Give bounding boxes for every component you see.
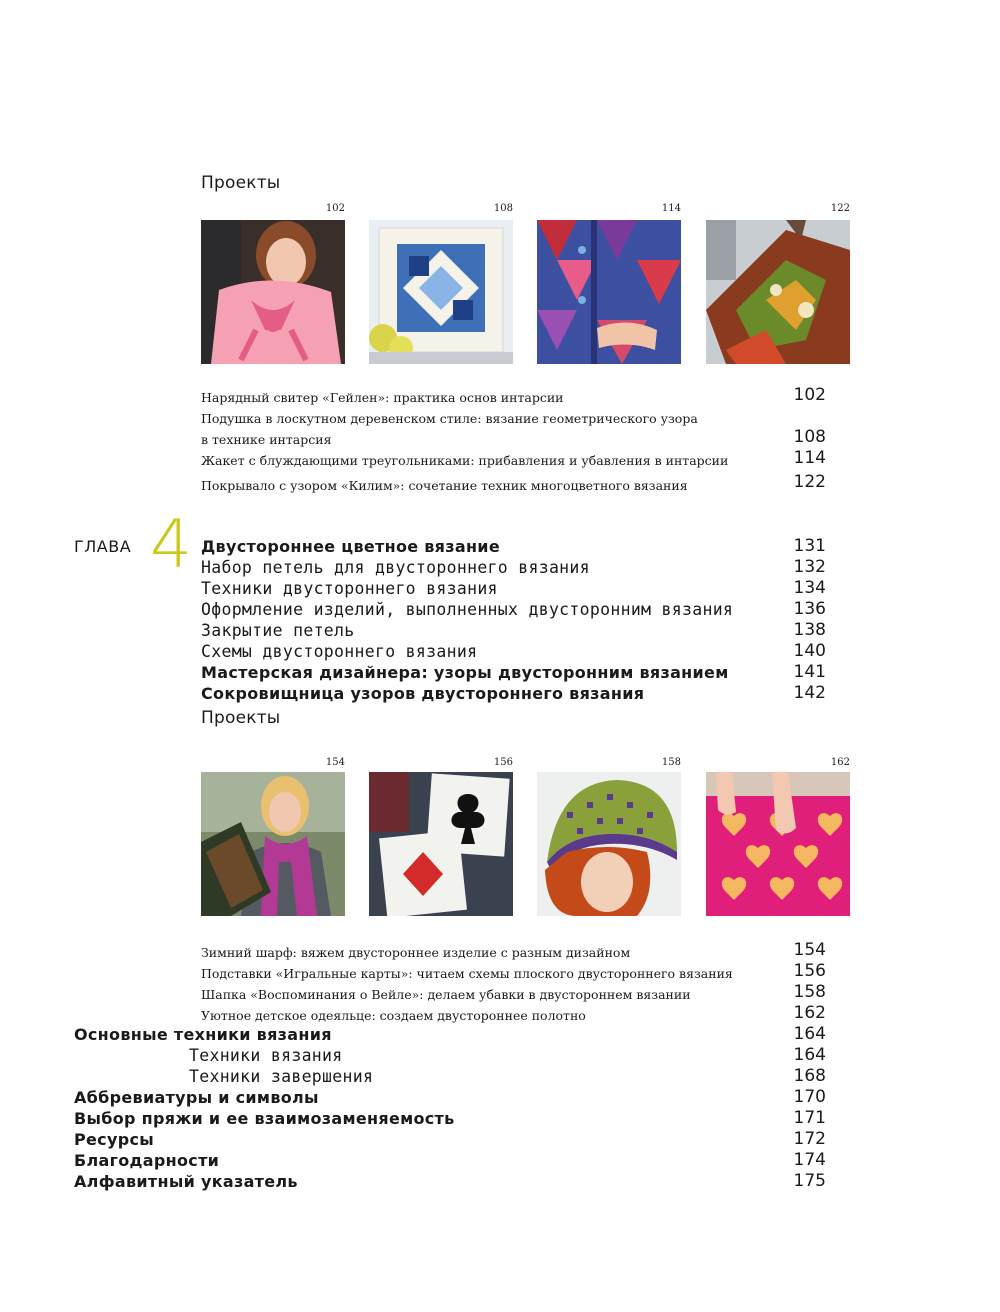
toc-entry[interactable]: Набор петель для двустороннего вязания — [201, 558, 590, 577]
toc-page: 170 — [793, 1087, 826, 1107]
toc-entry[interactable]: Сокровищница узоров двустороннего вязания — [201, 684, 645, 703]
toc-page: 132 — [793, 557, 826, 577]
project-item[interactable]: Подставки «Игральные карты»: читаем схемы плоского двустороннего вязания — [201, 966, 733, 981]
project-page: 154 — [793, 940, 826, 960]
toc-entry[interactable]: Выбор пряжи и ее взаимозаменяемость — [74, 1109, 455, 1128]
toc-entry[interactable]: Схемы двустороннего вязания — [201, 642, 478, 661]
toc-entry[interactable]: Оформление изделий, выполненных двусторонним вязания — [201, 600, 734, 619]
jacket-photo[interactable] — [537, 220, 681, 364]
toc-page: 138 — [793, 620, 826, 640]
coasters-photo[interactable] — [369, 772, 513, 916]
toc-page: 141 — [793, 662, 826, 682]
hat-photo[interactable] — [537, 772, 681, 916]
kilim-blanket-photo[interactable] — [706, 220, 850, 364]
toc-page: 171 — [793, 1108, 826, 1128]
toc-page: 136 — [793, 599, 826, 619]
toc-page: 172 — [793, 1129, 826, 1149]
project-item[interactable]: Шапка «Воспоминания о Вейле»: делаем убавки в двустороннем вязании — [201, 987, 691, 1002]
toc-entry[interactable]: Алфавитный указатель — [74, 1172, 298, 1191]
project-page: 108 — [793, 427, 826, 447]
project-page: 122 — [793, 472, 826, 492]
toc-page: 140 — [793, 641, 826, 661]
toc-page: 174 — [793, 1150, 826, 1170]
toc-entry[interactable]: Техники вязания — [189, 1046, 343, 1065]
toc-entry[interactable]: Техники завершения — [189, 1067, 374, 1086]
project-page: 158 — [793, 982, 826, 1002]
toc-page: 134 — [793, 578, 826, 598]
project-item[interactable]: Жакет с блуждающими треугольниками: прибавления и убавления в интарсии — [201, 453, 729, 468]
photo-page-number: 122 — [830, 203, 850, 214]
project-item[interactable]: Уютное детское одеяльце: создаем двустороннее полотно — [201, 1008, 586, 1023]
photo-page-number: 108 — [493, 203, 513, 214]
section-title-projects-1: Проекты — [201, 173, 281, 193]
chapter-number: 4 — [150, 506, 192, 583]
project-item[interactable]: Покрывало с узором «Килим»: сочетание техник многоцветного вязания — [201, 478, 688, 493]
toc-page: 168 — [793, 1066, 826, 1086]
girl-sweater-photo[interactable] — [201, 220, 345, 364]
project-item[interactable]: Подушка в лоскутном деревенском стиле: вязание геометрического узора — [201, 411, 698, 426]
toc-entry[interactable]: Техники двустороннего вязания — [201, 579, 498, 598]
toc-page: 131 — [793, 536, 826, 556]
toc-entry[interactable]: Ресурсы — [74, 1130, 154, 1149]
photo-page-number: 158 — [661, 757, 681, 768]
scarf-photo[interactable] — [201, 772, 345, 916]
project-item[interactable]: в технике интарсия — [201, 432, 332, 447]
photo-page-number: 156 — [493, 757, 513, 768]
project-page: 114 — [793, 448, 826, 468]
toc-page: 142 — [793, 683, 826, 703]
toc-entry[interactable]: Закрытие петель — [201, 621, 355, 640]
photo-page-number: 154 — [325, 757, 345, 768]
pillow-photo[interactable] — [369, 220, 513, 364]
toc-entry[interactable]: Двустороннее цветное вязание — [201, 537, 500, 556]
photo-page-number: 162 — [830, 757, 850, 768]
photo-page-number: 102 — [325, 203, 345, 214]
project-page: 102 — [793, 385, 826, 405]
project-page: 156 — [793, 961, 826, 981]
project-item[interactable]: Нарядный свитер «Гейлен»: практика основ интарсии — [201, 390, 564, 405]
toc-page: 175 — [793, 1171, 826, 1191]
toc-entry[interactable]: Благодарности — [74, 1151, 220, 1170]
toc-page: 164 — [793, 1045, 826, 1065]
chapter-label: ГЛАВА — [74, 537, 132, 556]
toc-entry[interactable]: Основные техники вязания — [74, 1025, 332, 1044]
toc-entry[interactable]: Аббревиатуры и символы — [74, 1088, 319, 1107]
section-title-projects-2: Проекты — [201, 708, 281, 728]
photo-page-number: 114 — [661, 203, 681, 214]
project-page: 162 — [793, 1003, 826, 1023]
toc-entry[interactable]: Мастерская дизайнера: узоры двусторонним вязанием — [201, 663, 729, 682]
project-item[interactable]: Зимний шарф: вяжем двустороннее изделие с разным дизайном — [201, 945, 631, 960]
baby-blanket-photo[interactable] — [706, 772, 850, 916]
toc-page: 164 — [793, 1024, 826, 1044]
